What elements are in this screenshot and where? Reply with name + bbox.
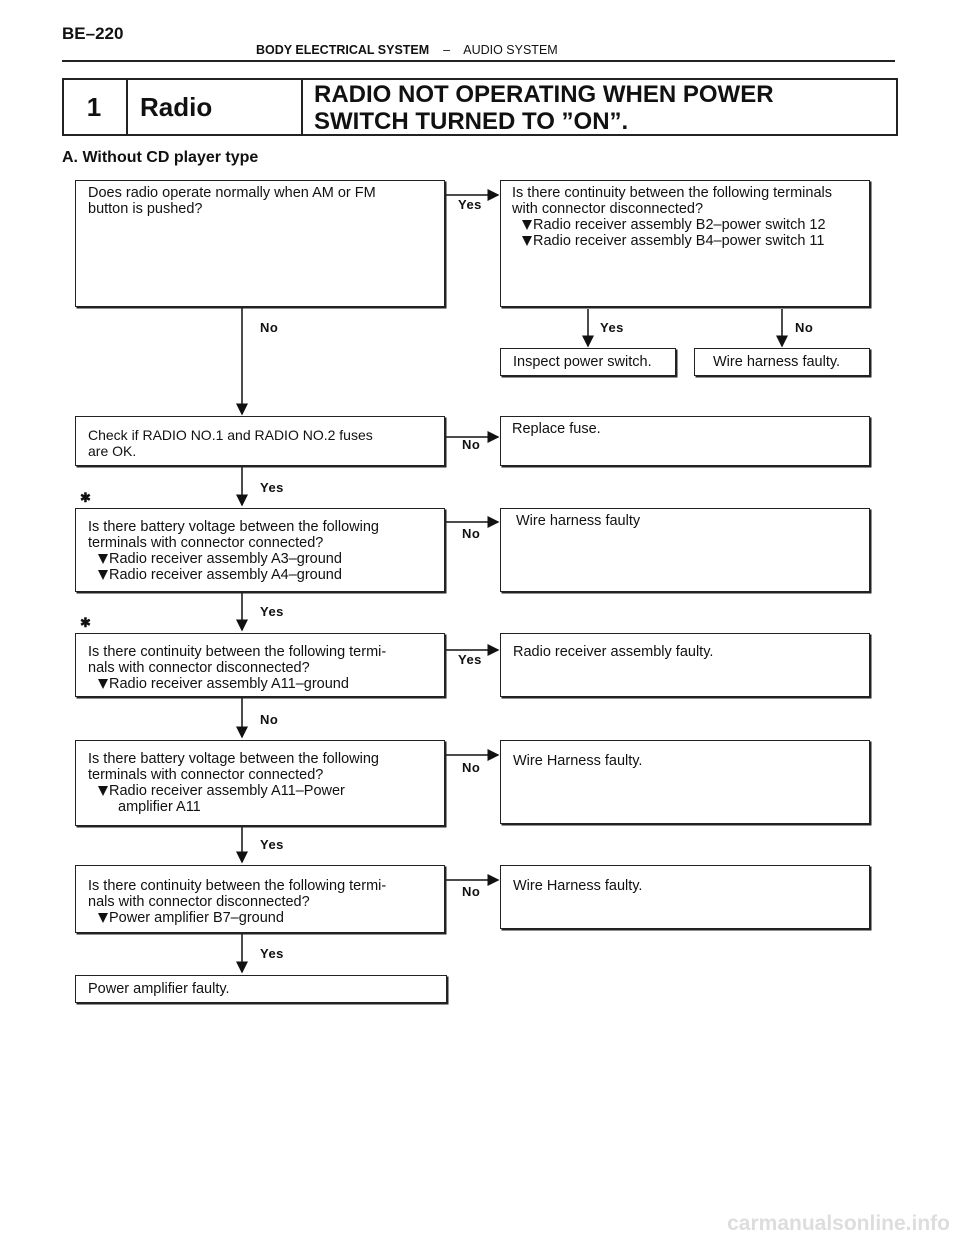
q5-line-2: terminals with connector connected?	[88, 767, 324, 783]
label-no: No	[462, 437, 481, 452]
label-no: No	[462, 884, 481, 899]
title-line-1: RADIO NOT OPERATING WHEN POWER	[314, 81, 774, 108]
triangle-bullet-icon	[522, 220, 532, 230]
question-battery-voltage-a3-a4	[75, 508, 445, 592]
title-line-2: SWITCH TURNED TO ”ON”.	[314, 108, 629, 135]
label-no: No	[260, 320, 279, 335]
page-id: BE–220	[62, 24, 124, 43]
q2-line-2: are OK.	[88, 443, 137, 459]
question-check-fuses	[75, 416, 445, 466]
q1y-item-1: Radio receiver assembly B2–power switch 12	[512, 217, 857, 233]
q4-item-1: Radio receiver assembly A11–ground	[88, 676, 432, 692]
q3-line-1: Is there battery voltage between the following	[88, 519, 379, 535]
q3-item-2: Radio receiver assembly A4–ground	[88, 567, 432, 583]
triangle-bullet-icon	[522, 236, 532, 246]
label-no: No	[795, 320, 814, 335]
watermark: carmanualsonline.info	[727, 1212, 950, 1235]
q5-item-1: Radio receiver assembly A11–Power	[88, 783, 432, 799]
label-yes: Yes	[600, 320, 624, 335]
triangle-bullet-icon	[98, 679, 108, 689]
result-power-amp-faulty: Power amplifier faulty.	[75, 975, 447, 1003]
q6-line-2: nals with connector disconnected?	[88, 894, 310, 910]
question-power-switch-continuity	[500, 180, 870, 307]
question-radio-operates	[75, 180, 445, 307]
q6-line-1: Is there continuity between the following termi-	[88, 878, 387, 894]
result-inspect-power-switch: Inspect power switch.	[500, 348, 676, 376]
q6-item-1: Power amplifier B7–ground	[88, 910, 432, 926]
triangle-bullet-icon	[98, 786, 108, 796]
q2-line-1: Check if RADIO NO.1 and RADIO NO.2 fuses	[88, 427, 373, 443]
q1y-line-2: with connector disconnected?	[512, 201, 704, 217]
q3-item-1: Radio receiver assembly A3–ground	[88, 551, 432, 567]
q4-line-1: Is there continuity between the following termi-	[88, 644, 387, 660]
label-yes: Yes	[260, 837, 284, 852]
q5-line-1: Is there battery voltage between the following	[88, 751, 379, 767]
subtitle: A. Without CD player type	[62, 149, 259, 166]
question-continuity-b7	[75, 865, 445, 933]
subsection-name: AUDIO SYSTEM	[463, 43, 558, 57]
label-yes: Yes	[260, 604, 284, 619]
q3-line-2: terminals with connector connected?	[88, 535, 324, 551]
label-no: No	[260, 712, 279, 727]
section-name: BODY ELECTRICAL SYSTEM	[256, 43, 430, 57]
q5-item-1b: amplifier A11	[118, 799, 201, 815]
result-replace-fuse: Replace fuse.	[500, 416, 870, 466]
q1y-item-2: Radio receiver assembly B4–power switch 11	[512, 233, 857, 249]
result-wire-harness-3: Wire Harness faulty.	[500, 740, 870, 824]
label-yes: Yes	[458, 652, 482, 667]
question-continuity-a11	[75, 633, 445, 697]
q1-line-1: Does radio operate normally when AM or FM	[88, 185, 376, 201]
triangle-bullet-icon	[98, 554, 108, 564]
result-wire-harness-1: Wire harness faulty.	[694, 348, 870, 376]
label-yes: Yes	[260, 480, 284, 495]
system-name: Radio	[128, 78, 303, 136]
asterisk-marker: ✱	[80, 490, 91, 505]
q1-line-2: button is pushed?	[88, 201, 203, 217]
problem-number: 1	[62, 78, 128, 136]
q1y-line-1: Is there continuity between the following terminals	[512, 185, 832, 201]
header-separator: –	[443, 43, 451, 57]
label-yes: Yes	[260, 946, 284, 961]
triangle-bullet-icon	[98, 570, 108, 580]
result-radio-receiver-faulty: Radio receiver assembly faulty.	[500, 633, 870, 697]
asterisk-marker: ✱	[80, 615, 91, 630]
triangle-bullet-icon	[98, 913, 108, 923]
label-no: No	[462, 760, 481, 775]
label-yes: Yes	[458, 197, 482, 212]
result-wire-harness-4: Wire Harness faulty.	[500, 865, 870, 929]
question-battery-voltage-a11	[75, 740, 445, 826]
result-wire-harness-2: Wire harness faulty	[500, 508, 870, 592]
label-no: No	[462, 526, 481, 541]
q4-line-2: nals with connector disconnected?	[88, 660, 310, 676]
